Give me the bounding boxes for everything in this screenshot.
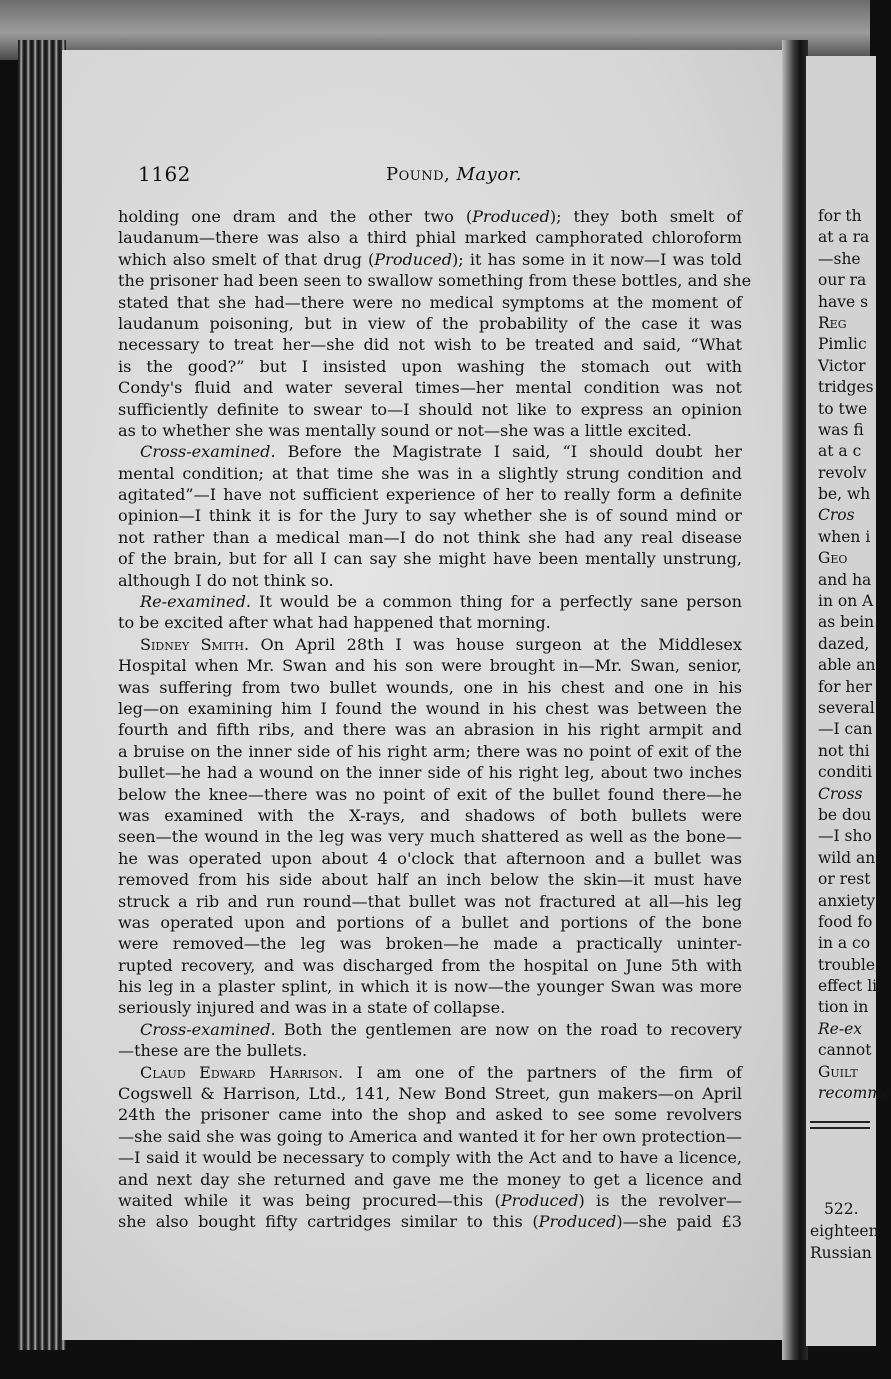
- fragment-line: able an: [818, 656, 876, 675]
- text-line: [118, 420, 742, 441]
- text-run: It would be a common thing for a perfectly sane person: [251, 592, 742, 612]
- text-line: [118, 955, 742, 976]
- text-line: [118, 227, 742, 248]
- fragment-line: dazed,: [818, 634, 870, 653]
- fragment-line: Geo: [818, 549, 848, 568]
- page-header: [138, 162, 738, 192]
- text-run: ) is the revolver—: [578, 1190, 742, 1210]
- text-run: he was operated upon about 4 o'clock that afternoon and a bullet was: [118, 848, 742, 868]
- running-head: [386, 164, 522, 185]
- text-line: [118, 249, 742, 270]
- speaker-name: Claud Edward Harrison.: [140, 1062, 344, 1082]
- fragment-line: be, wh: [818, 485, 871, 504]
- text-run: a bruise on the inner side of his right arm; there was no point of exit of the: [118, 741, 742, 761]
- text-run: was operated upon and portions of a bullet and portions of the bone: [118, 912, 742, 932]
- fragment-line: trouble,: [818, 955, 880, 974]
- text-line: [118, 1104, 742, 1125]
- text-line: [118, 206, 742, 227]
- text-run: stated that she had—there were no medical symptoms at the moment of: [118, 292, 742, 312]
- text-run: and next day she returned and gave me the money to get a licence and: [118, 1169, 742, 1189]
- fragment-line: not thi: [818, 741, 870, 760]
- fragment-line: Russian: [810, 1244, 872, 1262]
- text-run: Cogswell & Harrison, Ltd., 141, New Bond Street, gun makers—on April: [118, 1084, 742, 1104]
- text-line: [118, 698, 742, 719]
- text-line: [118, 484, 742, 505]
- italic-run: Re-examined.: [140, 592, 251, 612]
- text-line: [118, 591, 742, 612]
- text-run: Both the gentlemen are now on the road to recovery: [275, 1019, 742, 1039]
- text-run: laudanum poisoning, but in view of the probability of the case it was: [118, 313, 742, 333]
- fragment-line: recomme: [818, 1084, 891, 1103]
- text-run: I am one of the partners of the firm of: [343, 1062, 742, 1082]
- fragment-line: Cross: [818, 784, 863, 803]
- text-line: [118, 377, 742, 398]
- text-run: below the knee—there was no point of exit of the bullet found there—he: [118, 784, 742, 804]
- text-run: laudanum—there was also a third phial marked camphorated chloroform: [118, 228, 742, 248]
- fragment-line: eighteen: [810, 1222, 879, 1240]
- fragment-line: be dou: [818, 805, 872, 824]
- text-run: not rather than a medical man—I do not think she had any real disease: [118, 527, 742, 547]
- text-run: opinion—I think it is for the Jury to say whether she is of sound mind or: [118, 506, 742, 526]
- text-run: removed from his side about half an inch below the skin—it must have: [118, 870, 742, 890]
- italic-run: Produced: [538, 1212, 617, 1232]
- fragment-line: at a c: [818, 442, 862, 461]
- text-run: leg—on examining him I found the wound in his chest was between the: [118, 698, 742, 718]
- text-line: [118, 1126, 742, 1147]
- text-run: —I said it would be necessary to comply with the Act and to have a licence,: [118, 1148, 742, 1168]
- text-run: she also bought fifty cartridges similar to this (: [118, 1212, 539, 1232]
- text-run: is the good?” but I insisted upon washing the stomach out with: [118, 356, 742, 376]
- text-line: [118, 677, 742, 698]
- text-line: [118, 891, 742, 912]
- fragment-line: Guilt: [818, 1062, 858, 1081]
- text-run: holding one dram and the other two (: [118, 207, 473, 226]
- fragment-line: tridges: [818, 378, 874, 397]
- fragment-line: for th: [818, 207, 862, 225]
- fragment-line: Pimlic: [818, 335, 867, 354]
- text-line: [118, 1169, 742, 1190]
- running-head-separator: ,: [444, 164, 457, 185]
- fragment-line: food fo: [818, 912, 873, 931]
- text-run: agitated”—I have not sufficient experience of her to really form a definite: [118, 485, 742, 505]
- fragment-line: and ha: [818, 570, 872, 589]
- fragment-line: —I sho: [818, 827, 872, 846]
- text-line: [118, 869, 742, 890]
- fragment-line: or rest: [818, 870, 871, 889]
- fragment-line: have s: [818, 292, 869, 311]
- section-rule: [810, 1127, 870, 1129]
- text-line: [118, 1147, 742, 1168]
- text-run: although I do not think so.: [118, 570, 334, 590]
- text-run: the prisoner had been seen to swallow something from these bottles, and she: [118, 271, 752, 291]
- fragment-line: was fi: [818, 420, 864, 439]
- text-line: [118, 634, 742, 655]
- text-line: [118, 570, 742, 591]
- fragment-line: effect li: [818, 977, 878, 996]
- text-line: [118, 976, 742, 997]
- italic-run: Produced: [374, 249, 453, 269]
- fragment-line: Cros: [818, 506, 855, 525]
- text-line: [118, 826, 742, 847]
- text-run: was suffering from two bullet wounds, one in his chest and one in his: [118, 677, 742, 697]
- fragment-line: anxiety: [818, 891, 876, 910]
- fragment-line: revolv: [818, 463, 867, 482]
- fragment-line: as bein: [818, 613, 875, 632]
- book-gutter: [782, 40, 808, 1360]
- text-run: necessary to treat her—she did not wish to be treated and said, “What: [118, 335, 742, 355]
- text-run: waited while it was being procured—this (: [118, 1190, 501, 1210]
- text-run: his leg in a plaster splint, in which it is now—the younger Swan was more: [118, 977, 742, 997]
- page-number: 1162: [138, 162, 191, 186]
- fragment-line: conditi: [818, 763, 873, 782]
- text-line: [118, 912, 742, 933]
- text-line: [118, 527, 742, 548]
- fragment-line: Victor: [818, 356, 866, 375]
- book-page-edges: [18, 40, 66, 1350]
- fragment-line: at a ra: [818, 228, 870, 247]
- text-run: 24th the prisoner came into the shop and asked to see some revolvers: [118, 1105, 742, 1125]
- text-run: seen—the wound in the leg was very much shattered as well as the bone—: [118, 827, 742, 847]
- fragment-line: to twe: [818, 399, 868, 418]
- text-line: [118, 505, 742, 526]
- fragment-line: in on A: [818, 592, 874, 611]
- fragment-line: 522.: [824, 1200, 859, 1218]
- text-run: —she said she was going to America and wanted it for her own protection—: [118, 1126, 742, 1146]
- text-run: to be excited after what had happened that morning.: [118, 613, 551, 633]
- text-line: [118, 463, 742, 484]
- text-line: [118, 719, 742, 740]
- fragment-line: our ra: [818, 271, 867, 290]
- italic-run: Cross-examined.: [140, 1019, 276, 1039]
- text-line: [118, 334, 742, 355]
- text-run: was examined with the X-rays, and shadows of both bullets were: [118, 805, 742, 825]
- fragment-line: cannot: [818, 1041, 872, 1060]
- fragment-line: Reg: [818, 313, 847, 332]
- text-line: [118, 805, 742, 826]
- section-rule: [810, 1121, 870, 1123]
- text-line: [118, 933, 742, 954]
- text-run: mental condition; at that time she was in a slightly strung condition and: [118, 463, 742, 483]
- fragment-line: Re-ex: [818, 1019, 862, 1038]
- fragment-line: —I can: [818, 720, 873, 739]
- text-line: [118, 270, 752, 291]
- facing-page-text-fragments: [818, 206, 891, 1104]
- text-run: ); it has some in it now—I was told: [452, 249, 742, 269]
- italic-run: Produced: [500, 1190, 579, 1210]
- text-line: [118, 1019, 742, 1040]
- text-run: fourth and fifth ribs, and there was an abrasion in his right armpit and: [118, 720, 742, 740]
- text-line: [118, 313, 742, 334]
- text-line: [118, 1190, 742, 1211]
- text-line: [118, 1040, 742, 1061]
- text-run: Condy's fluid and water several times—her mental condition was not: [118, 378, 742, 398]
- text-run: )—she paid £3: [616, 1212, 742, 1232]
- italic-run: Produced: [472, 207, 550, 226]
- text-run: Before the Magistrate I said, “I should doubt her: [275, 442, 742, 462]
- text-run: which also smelt of that drug (: [118, 249, 375, 269]
- text-run: struck a rib and run round—that bullet was not fractured at all—his leg: [118, 891, 742, 911]
- fragment-line: —she: [818, 249, 861, 268]
- running-head-initial: P: [386, 164, 399, 185]
- fragment-line: wild an: [818, 848, 876, 867]
- text-run: ); they both smelt of: [549, 207, 742, 226]
- fragment-line: for her: [818, 677, 872, 696]
- text-line: [118, 1062, 742, 1083]
- text-line: [118, 1211, 742, 1232]
- text-run: rupted recovery, and was discharged from the hospital on June 5th with: [118, 955, 742, 975]
- text-run: seriously injured and was in a state of collapse.: [118, 998, 506, 1018]
- speaker-name: Sidney Smith.: [140, 634, 250, 654]
- text-run: bullet—he had a wound on the inner side of his right leg, about two inches: [118, 763, 742, 783]
- text-line: [118, 784, 742, 805]
- text-run: of the brain, but for all I can say she might have been mentally unstrung,: [118, 549, 742, 569]
- text-line: [118, 441, 742, 462]
- text-run: Hospital when Mr. Swan and his son were brought in—Mr. Swan, senior,: [118, 656, 742, 676]
- text-run: as to whether she was mentally sound or not—she was a little excited.: [118, 420, 692, 440]
- running-head-name: ound: [398, 164, 445, 185]
- fragment-line: in a co: [818, 934, 871, 953]
- text-line: [118, 356, 742, 377]
- text-line: [118, 655, 742, 676]
- fragment-line: tion in: [818, 998, 869, 1017]
- text-line: [118, 548, 742, 569]
- text-line: [118, 399, 742, 420]
- text-line: [118, 292, 742, 313]
- testimony-text: [118, 206, 752, 1233]
- text-run: —these are the bullets.: [118, 1041, 308, 1061]
- text-line: [118, 741, 742, 762]
- text-run: were removed—the leg was broken—he made a practically uninter-: [118, 934, 742, 954]
- text-line: [118, 1083, 742, 1104]
- fragment-line: when i: [818, 527, 871, 546]
- text-line: [118, 848, 742, 869]
- text-run: sufficiently definite to swear to—I should not like to express an opinion: [118, 399, 742, 419]
- text-line: [118, 762, 742, 783]
- running-head-role: Mayor.: [456, 164, 523, 185]
- text-line: [118, 612, 742, 633]
- italic-run: Cross-examined.: [140, 442, 276, 462]
- text-run: On April 28th I was house surgeon at the Middlesex: [249, 634, 742, 654]
- text-line: [118, 997, 742, 1018]
- fragment-line: several: [818, 698, 875, 717]
- facing-page-bottom-fragments: [810, 1198, 879, 1264]
